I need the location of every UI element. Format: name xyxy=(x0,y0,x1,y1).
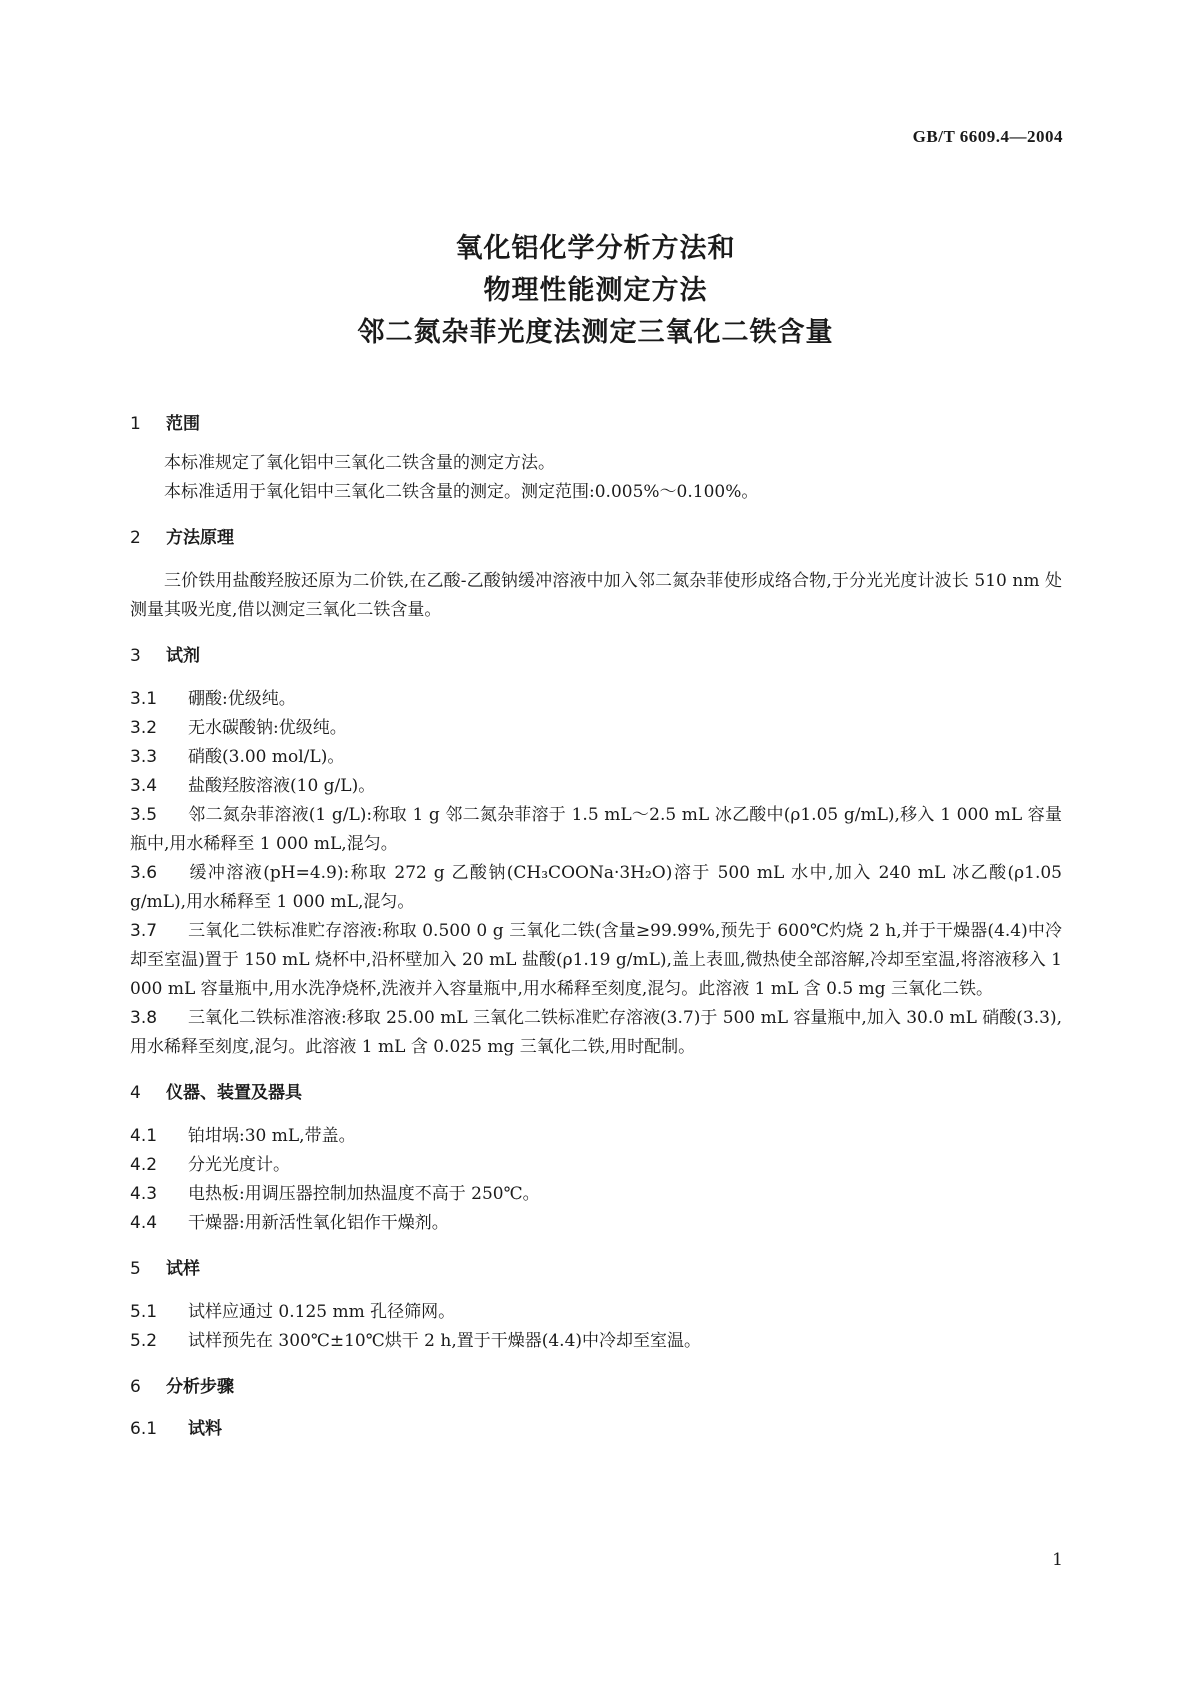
item-number: 3.1 xyxy=(130,689,158,709)
document-body xyxy=(130,395,1062,1448)
document-title xyxy=(0,228,1191,354)
item-text: 盐酸羟胺溶液(10 g/L)。 xyxy=(188,776,376,796)
item-number: 4.2 xyxy=(130,1155,158,1175)
list-item xyxy=(130,801,1062,859)
item-text: 无水碳酸钠:优级纯。 xyxy=(188,718,347,738)
item-number: 3.7 xyxy=(130,921,158,941)
section-heading-procedure xyxy=(130,1368,1062,1406)
item-text: 电热板:用调压器控制加热温度不高于 250℃。 xyxy=(188,1184,540,1204)
paragraph: 本标准规定了氧化铝中三氧化二铁含量的测定方法。 xyxy=(164,453,555,473)
section-title: 试样 xyxy=(166,1259,200,1279)
item-text: 分光光度计。 xyxy=(188,1155,290,1175)
list-item xyxy=(130,685,1062,714)
list-item xyxy=(130,714,1062,743)
item-number: 4.3 xyxy=(130,1184,158,1204)
page-number: 1 xyxy=(1052,1550,1063,1570)
item-number: 3.5 xyxy=(130,805,158,825)
item-text: 硼酸:优级纯。 xyxy=(188,689,296,709)
item-number: 3.6 xyxy=(130,863,158,883)
section-title: 试剂 xyxy=(166,646,200,666)
section-number: 5 xyxy=(130,1259,141,1279)
title-line-1: 氧化铝化学分析方法和 xyxy=(455,233,736,264)
subsection-number: 6.1 xyxy=(130,1419,158,1439)
section-title: 范围 xyxy=(166,414,200,434)
subsection-title: 试料 xyxy=(188,1419,222,1439)
item-text: 邻二氮杂菲溶液(1 g/L):称取 1 g 邻二氮杂菲溶于 1.5 mL～2.5 mL 冰乙酸中(ρ1.05 g/mL),移入 1 000 mL 容量瓶中,用水稀释至 1 000 mL,混匀。 xyxy=(130,805,1062,854)
list-item xyxy=(130,743,1062,772)
title-line-2: 物理性能测定方法 xyxy=(483,275,708,306)
section-title: 仪器、装置及器具 xyxy=(166,1083,302,1103)
section-heading-apparatus xyxy=(130,1074,1062,1112)
section-number: 1 xyxy=(130,414,141,434)
list-item xyxy=(130,859,1062,917)
list-item xyxy=(130,1209,1062,1238)
section-number: 6 xyxy=(130,1377,141,1397)
item-number: 3.4 xyxy=(130,776,158,796)
item-number: 3.3 xyxy=(130,747,158,767)
list-item xyxy=(130,917,1062,1004)
item-text: 缓冲溶液(pH=4.9):称取 272 g 乙酸钠(CH₃COONa·3H₂O)溶于 500 mL 水中,加入 240 mL 冰乙酸(ρ1.05 g/mL),用水稀释至 1 000 mL,混匀。 xyxy=(130,863,1062,912)
item-text: 干燥器:用新活性氧化铝作干燥剂。 xyxy=(188,1213,449,1233)
item-number: 5.2 xyxy=(130,1331,158,1351)
section-number: 3 xyxy=(130,646,141,666)
paragraph: 本标准适用于氧化铝中三氧化二铁含量的测定。测定范围:0.005%～0.100%。 xyxy=(164,482,759,502)
section-title: 方法原理 xyxy=(166,528,234,548)
list-item xyxy=(130,1327,1062,1356)
paragraph: 三价铁用盐酸羟胺还原为二价铁,在乙酸-乙酸钠缓冲溶液中加入邻二氮杂菲使形成络合物,于分光光度计波长 510 nm 处测量其吸光度,借以测定三氧化二铁含量。 xyxy=(130,571,1062,620)
item-text: 硝酸(3.00 mol/L)。 xyxy=(188,747,345,767)
subsection-heading-test-portion xyxy=(130,1410,1062,1448)
list-item xyxy=(130,1298,1062,1327)
item-text: 试样应通过 0.125 mm 孔径筛网。 xyxy=(188,1302,456,1322)
item-text: 铂坩埚:30 mL,带盖。 xyxy=(188,1126,356,1146)
section-heading-reagents xyxy=(130,637,1062,675)
section-number: 4 xyxy=(130,1083,141,1103)
list-item xyxy=(130,1151,1062,1180)
list-item xyxy=(130,1004,1062,1062)
section-number: 2 xyxy=(130,528,141,548)
item-text: 试样预先在 300℃±10℃烘干 2 h,置于干燥器(4.4)中冷却至室温。 xyxy=(188,1331,702,1351)
section-heading-scope xyxy=(130,405,1062,443)
item-text: 三氧化二铁标准溶液:移取 25.00 mL 三氧化二铁标准贮存溶液(3.7)于 500 mL 容量瓶中,加入 30.0 mL 硝酸(3.3),用水稀释至刻度,混匀。此溶液 1 mL 含 0.025 mg 三氧化二铁,用时配制。 xyxy=(130,1008,1062,1057)
section-heading-principle xyxy=(130,519,1062,557)
item-number: 4.1 xyxy=(130,1126,158,1146)
item-number: 5.1 xyxy=(130,1302,158,1322)
item-number: 3.2 xyxy=(130,718,158,738)
list-item xyxy=(130,1122,1062,1151)
list-item xyxy=(130,1180,1062,1209)
list-item xyxy=(130,772,1062,801)
item-number: 3.8 xyxy=(130,1008,158,1028)
standard-code: GB/T 6609.4—2004 xyxy=(912,127,1063,146)
item-text: 三氧化二铁标准贮存溶液:称取 0.500 0 g 三氧化二铁(含量≥99.99%,预先于 600℃灼烧 2 h,并于干燥器(4.4)中冷却至室温)置于 150 mL 烧杯中,沿杯壁加入 20 mL 盐酸(ρ1.19 g/mL),盖上表皿,微热使全部溶解,冷却至室温,将溶液移入 1 000 mL 容量瓶中,用水洗净烧杯,洗液并入容量瓶中,用水稀释至刻度,混匀。此溶液 1 mL 含 0.5 mg 三氧化二铁。 xyxy=(130,921,1062,999)
section-heading-sample xyxy=(130,1250,1062,1288)
item-number: 4.4 xyxy=(130,1213,158,1233)
title-line-3: 邻二氮杂菲光度法测定三氧化二铁含量 xyxy=(357,317,834,348)
section-title: 分析步骤 xyxy=(166,1377,234,1397)
